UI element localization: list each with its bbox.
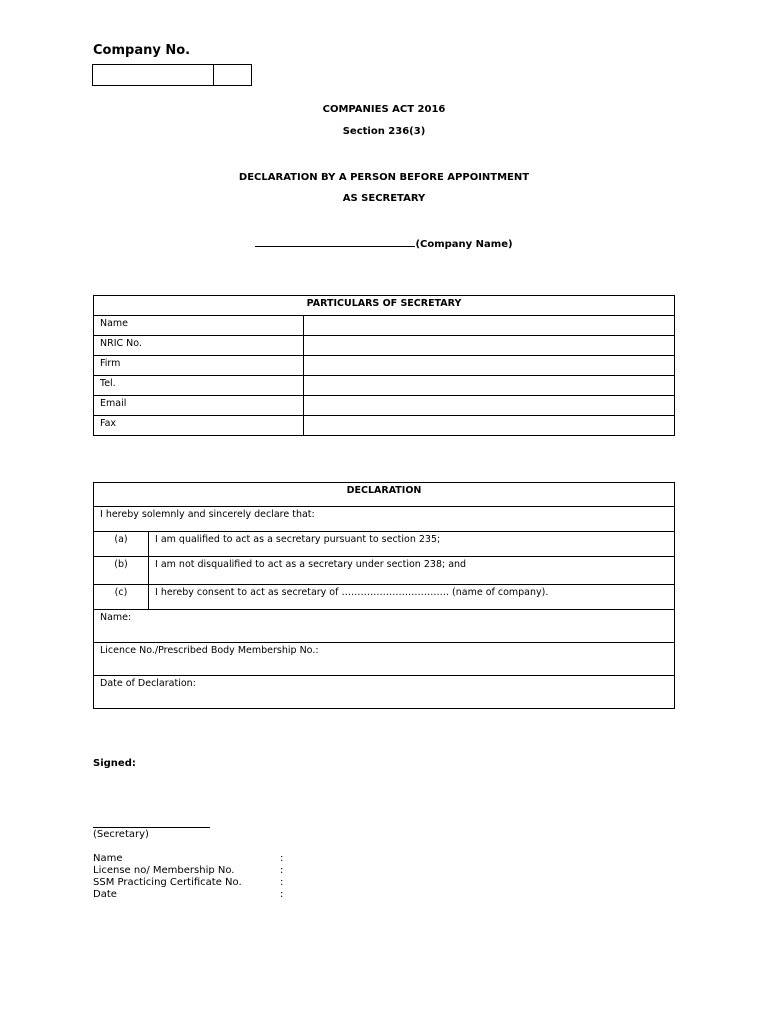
- table-row: [94, 416, 675, 436]
- info-label: License no/ Membership No.: [93, 865, 235, 876]
- field-label-fax: Fax: [94, 416, 304, 436]
- signature-role: (Secretary): [93, 829, 149, 840]
- declarant-name-field[interactable]: Name:: [94, 610, 675, 643]
- list-item: [93, 853, 283, 865]
- section-title: Section 236(3): [342, 126, 426, 137]
- act-title: COMPANIES ACT 2016: [322, 104, 446, 115]
- table-row: [94, 532, 675, 557]
- item-index: (b): [94, 557, 149, 585]
- declaration-heading: DECLARATION: [94, 483, 675, 507]
- field-label-name: Name: [94, 316, 304, 336]
- table-row: [94, 356, 675, 376]
- field-value-email[interactable]: [304, 396, 675, 416]
- field-label-nric: NRIC No.: [94, 336, 304, 356]
- field-label-firm: Firm: [94, 356, 304, 376]
- company-name-blank[interactable]: [255, 238, 415, 247]
- item-text: I hereby consent to act as secretary of ……………………………. (name of company).: [149, 585, 675, 610]
- particulars-table: [93, 295, 675, 436]
- field-value-firm[interactable]: [304, 356, 675, 376]
- info-separator: :: [280, 889, 284, 900]
- declaration-title-line2: AS SECRETARY: [342, 193, 426, 204]
- particulars-heading: PARTICULARS OF SECRETARY: [94, 296, 675, 316]
- signature-line[interactable]: [93, 827, 210, 828]
- info-label: Name: [93, 853, 123, 864]
- item-text: I am not disqualified to act as a secretary under section 238; and: [149, 557, 675, 585]
- declaration-table: [93, 482, 675, 709]
- info-separator: :: [280, 877, 284, 888]
- signed-label: Signed:: [93, 758, 136, 769]
- item-index: (a): [94, 532, 149, 557]
- table-row: [94, 376, 675, 396]
- list-item: [93, 865, 283, 877]
- declaration-intro: I hereby solemnly and sincerely declare that:: [94, 507, 675, 532]
- company-name-line: [0, 238, 768, 250]
- field-label-email: Email: [94, 396, 304, 416]
- table-row: [94, 557, 675, 585]
- item-index: (c): [94, 585, 149, 610]
- item-text: I am qualified to act as a secretary pursuant to section 235;: [149, 532, 675, 557]
- field-value-nric[interactable]: [304, 336, 675, 356]
- company-no-field[interactable]: [92, 64, 252, 86]
- info-label: Date: [93, 889, 117, 900]
- table-row: [94, 396, 675, 416]
- field-label-tel: Tel.: [94, 376, 304, 396]
- signatory-info: [93, 853, 283, 901]
- table-row: [94, 336, 675, 356]
- table-row: [94, 316, 675, 336]
- declaration-title-line1: DECLARATION BY A PERSON BEFORE APPOINTMENT: [238, 172, 530, 183]
- info-separator: :: [280, 853, 284, 864]
- company-no-suffix-cell[interactable]: [214, 65, 251, 85]
- table-row: [94, 585, 675, 610]
- company-no-label: Company No.: [93, 43, 191, 58]
- company-no-main-cell[interactable]: [93, 65, 214, 85]
- field-value-name[interactable]: [304, 316, 675, 336]
- info-separator: :: [280, 865, 284, 876]
- declaration-date-field[interactable]: Date of Declaration:: [94, 676, 675, 709]
- info-label: SSM Practicing Certificate No.: [93, 877, 242, 888]
- company-name-label: (Company Name): [415, 239, 513, 250]
- list-item: [93, 877, 283, 889]
- list-item: [93, 889, 283, 901]
- licence-no-field[interactable]: Licence No./Prescribed Body Membership No.:: [94, 643, 675, 676]
- field-value-fax[interactable]: [304, 416, 675, 436]
- field-value-tel[interactable]: [304, 376, 675, 396]
